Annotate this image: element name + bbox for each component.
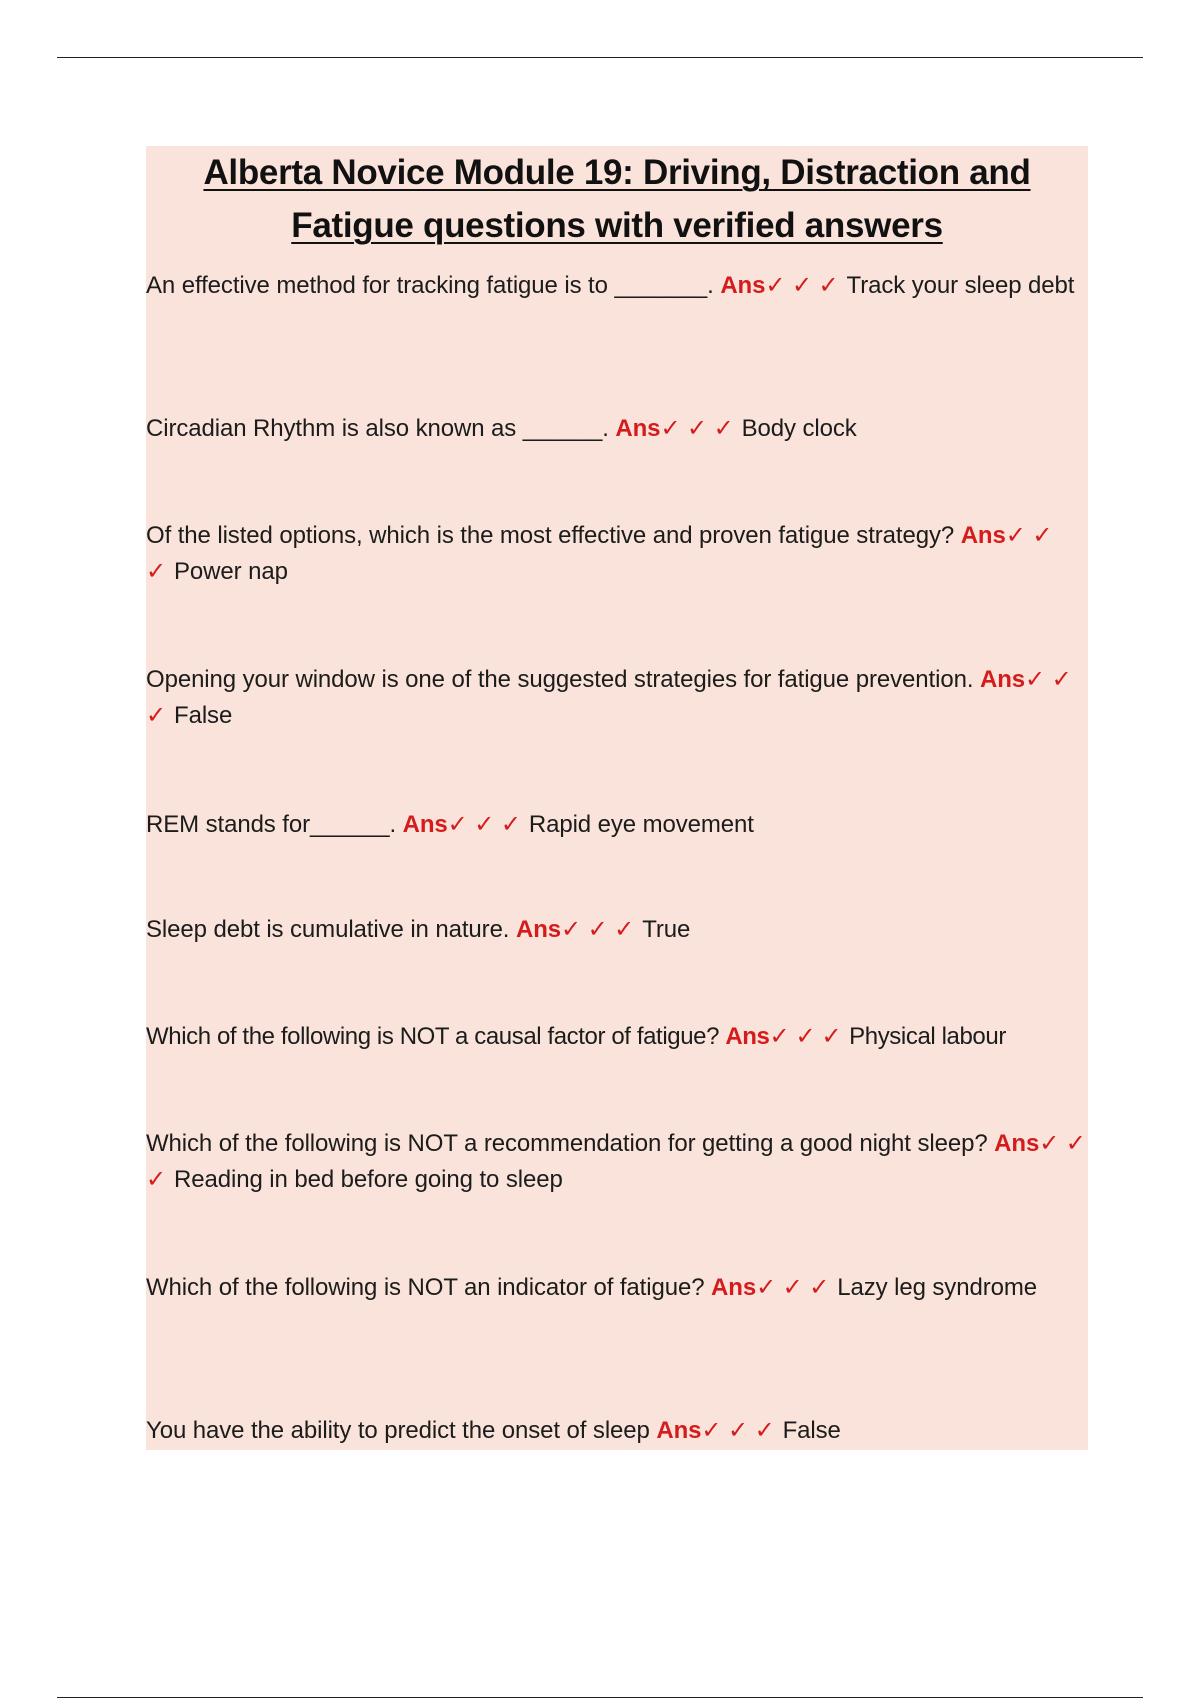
answer-marker: Ans [711,1274,757,1301]
qa-item-4 [146,662,1088,734]
question-text: Which of the following is NOT an indicator of fatigue? [146,1274,705,1301]
answer-text: Physical labour [849,1023,1006,1050]
qa-item-1 [146,268,1088,304]
answer-marker: Ans [960,522,1006,549]
footer-rule [57,1697,1143,1698]
question-text: An effective method for tracking fatigue is to _______. [146,272,714,299]
qa-item-2 [146,411,1088,447]
question-text: Which of the following is NOT a causal factor of fatigue? [146,1023,720,1050]
answer-marker: Ans [994,1130,1040,1157]
check-marks-icon: ✓ ✓ ✓ [765,272,839,299]
answer-text: Power nap [174,558,288,585]
document-title [146,146,1088,252]
answer-text: False [174,702,233,729]
qa-item-9 [146,1270,1088,1306]
question-text: Which of the following is NOT a recommendation for getting a good night sleep? [146,1130,988,1157]
question-text: You have the ability to predict the onset of sleep [146,1417,650,1444]
answer-text: False [782,1417,841,1444]
question-text: Opening your window is one of the suggested strategies for fatigue prevention. [146,666,974,693]
answer-marker: Ans [720,272,766,299]
answer-text: Reading in bed before going to sleep [174,1166,563,1193]
answer-text: True [642,916,691,943]
answer-text: Body clock [741,415,857,442]
header-rule [57,57,1143,58]
check-marks-icon: ✓ ✓ ✓ [447,811,521,838]
answer-marker: Ans [615,415,661,442]
document-body [146,146,1088,1450]
check-marks-icon: ✓ ✓ ✓ [146,666,1072,729]
check-marks-icon: ✓ ✓ ✓ [756,1274,830,1301]
check-marks-icon: ✓ ✓ ✓ [561,916,635,943]
qa-item-8 [146,1126,1088,1198]
answer-text: Rapid eye movement [528,811,754,838]
check-marks-icon: ✓ ✓ ✓ [660,415,734,442]
question-text: Of the listed options, which is the most effective and proven fatigue strategy? [146,522,955,549]
check-marks-icon: ✓ ✓ ✓ [701,1417,775,1444]
answer-marker: Ans [656,1417,702,1444]
qa-item-3 [146,518,1088,590]
answer-marker: Ans [402,811,448,838]
check-marks-icon: ✓ ✓ ✓ [146,1130,1086,1193]
title-line-1: Alberta Novice Module 19: Driving, Distraction and [203,153,1031,192]
answer-text: Track your sleep debt [846,272,1075,299]
qa-item-5 [146,807,1088,843]
answer-marker: Ans [979,666,1026,693]
qa-item-7 [146,1019,1088,1055]
title-line-2: Fatigue questions with verified answers [291,206,943,245]
question-text: Circadian Rhythm is also known as ______. [146,415,609,442]
question-text: REM stands for______. [146,811,397,838]
qa-item-6 [146,912,1088,948]
check-marks-icon: ✓ ✓ ✓ [146,522,1053,585]
check-marks-icon: ✓ ✓ ✓ [769,1023,842,1050]
answer-text: Lazy leg syndrome [837,1274,1037,1301]
answer-marker: Ans [515,916,562,943]
answer-marker: Ans [725,1023,770,1050]
question-text: Sleep debt is cumulative in nature. [146,916,510,943]
qa-item-10 [146,1413,1088,1449]
